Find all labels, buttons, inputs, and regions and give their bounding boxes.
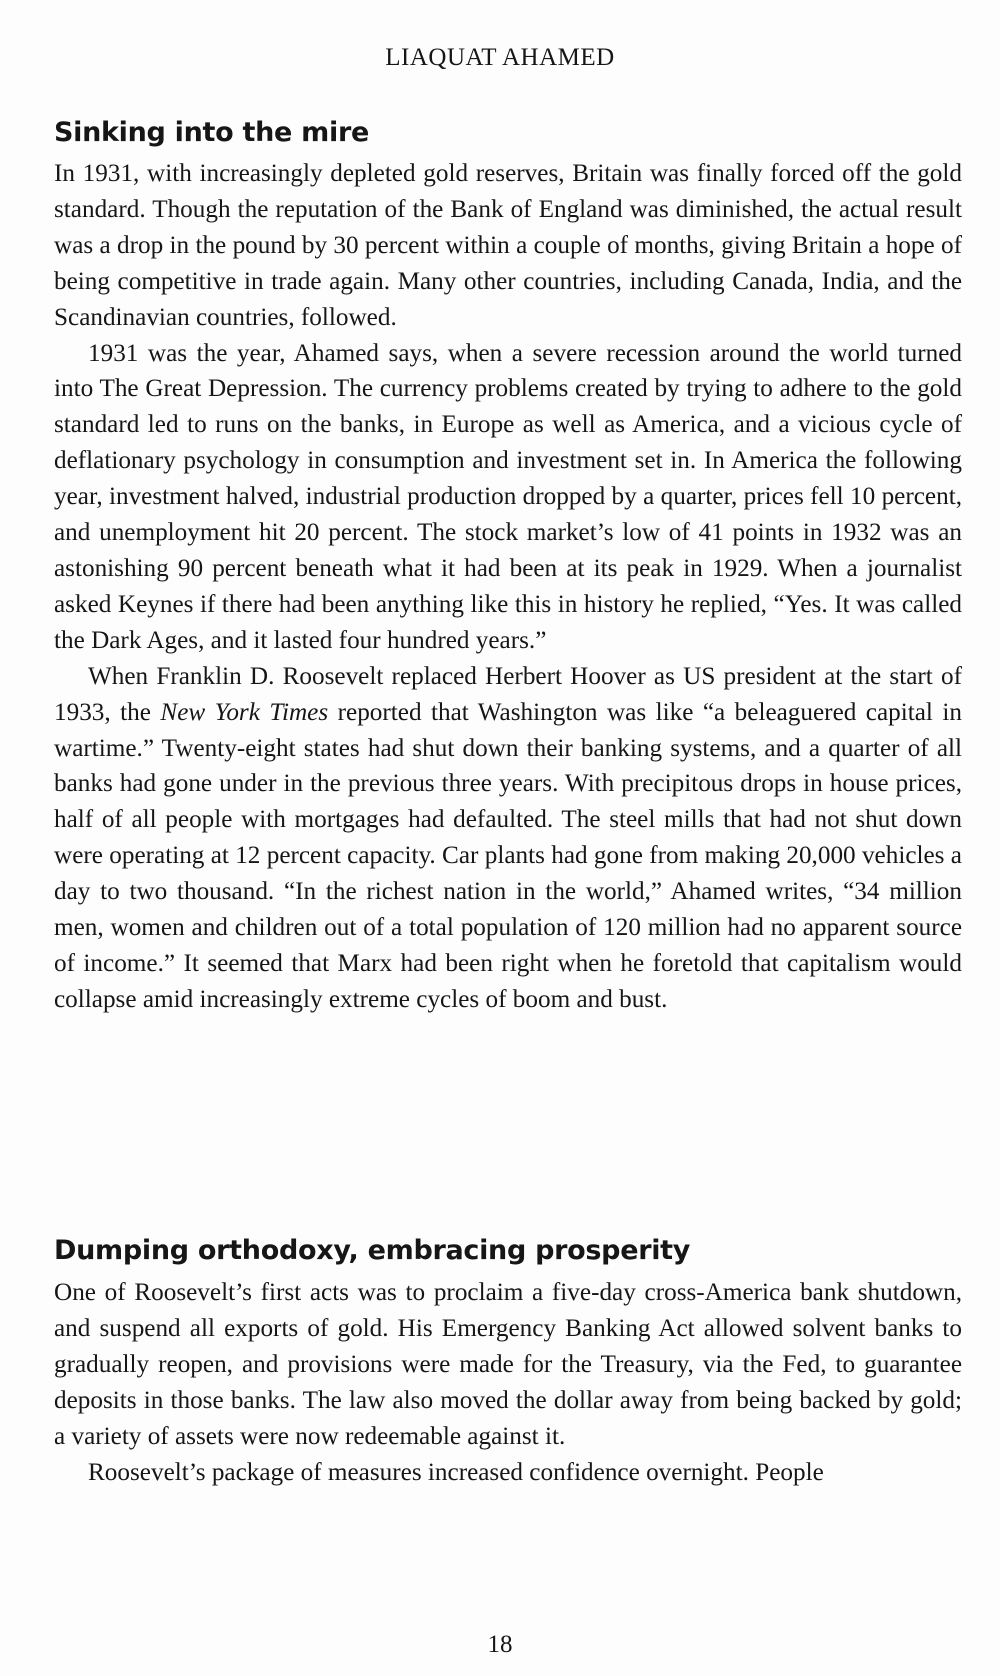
section-body-dumping [54,1275,962,1490]
paragraph: Roosevelt’s package of measures increased confidence overnight. People [88,1458,824,1486]
paragraph [54,659,962,1018]
page-number: 18 [487,1631,513,1658]
newspaper-title: New York Times [160,698,329,726]
section-heading-dumping: Dumping orthodoxy, embracing prosperity [54,1235,691,1266]
section-heading-sinking: Sinking into the mire [54,117,369,148]
running-head: LIAQUAT AHAMED [385,44,615,71]
section-body-sinking [54,156,962,1018]
paragraph-text: When Franklin D. Roosevelt replaced Herbert Hoover as US president at the start of 1933, the [54,662,962,726]
paragraph-text: reported that Washington was like “a beleaguered capital in wartime.” Twenty-eight states had shut down their banking systems, and a quarter of all banks had gone under in the previous three years. With precipitous drops in house prices, half of all people with mortgages had defaulted. The steel mills that had not shut down were operating at 12 percent capacity. Car plants had gone from making 20,000 vehicles a day to two thousand. “In the richest nation in the world,” Ahamed writes, “34 million men, women and children out of a total population of 120 million had no apparent source of income.” It seemed that Marx had been right when he foretold that capitalism would collapse amid increasingly extreme cycles of boom and bust. [54,698,962,1013]
paragraph: One of Roosevelt’s first acts was to proclaim a five-day cross-America bank shutdown, and suspend all exports of gold. His Emergency Banking Act allowed solvent banks to gradually reopen, and provisions were made for the Treasury, via the Fed, to guarantee deposits in those banks. The law also moved the dollar away from being backed by gold; a variety of assets were now redeemable against it. [54,1279,962,1450]
paragraph: In 1931, with increasingly depleted gold reserves, Britain was finally forced off the gold standard. Though the reputation of the Bank of England was diminished, the actual result was a drop in the pound by 30 percent within a couple of months, giving Britain a hope of being competitive in trade again. Many other countries, including Canada, India, and the Scandinavian countries, followed. [54,160,962,331]
paragraph: 1931 was the year, Ahamed says, when a severe recession around the world turned into The Great Depression. The currency problems created by trying to adhere to the gold standard led to runs on the banks, in Europe as well as America, and a vicious cycle of deflationary psychology in consumption and investment set in. In America the following year, investment halved, industrial production dropped by a quarter, prices fell 10 percent, and unemployment hit 20 percent. The stock market’s low of 41 points in 1932 was an astonishing 90 percent beneath what it had been at its peak in 1929. When a journalist asked Keynes if there had been anything like this in history he replied, “Yes. It was called the Dark Ages, and it lasted four hundred years.” [54,339,962,654]
